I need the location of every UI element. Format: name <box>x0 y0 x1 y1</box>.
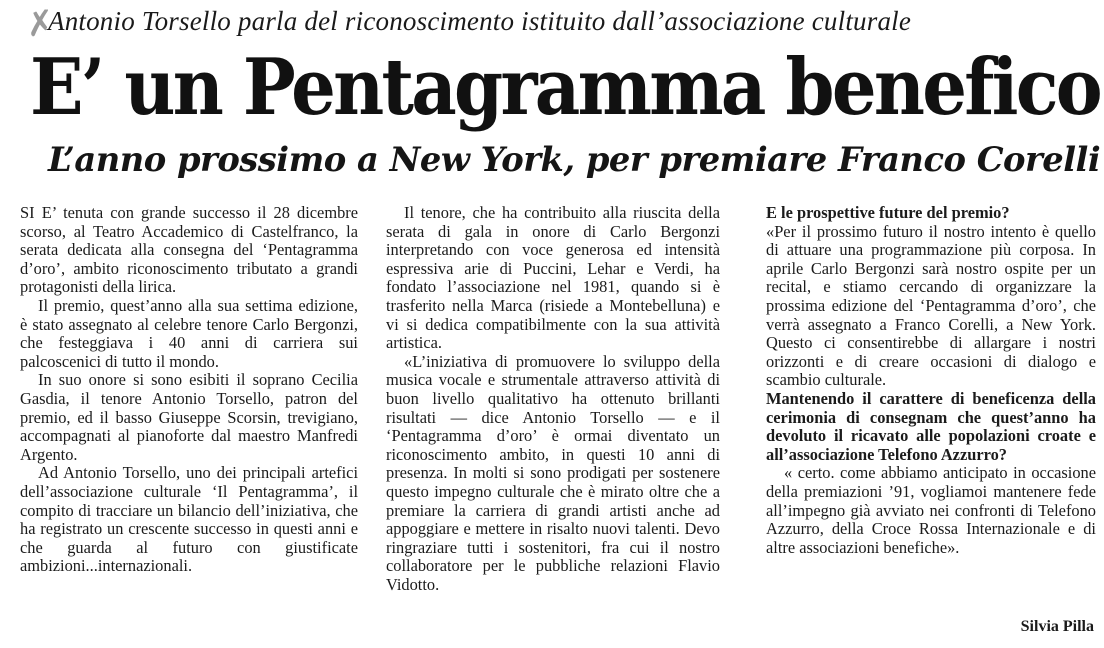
paragraph: Il tenore, che ha contribuito alla riuscita della serata di gala in onore di Carlo Bergonzi interpretando con voce generosa ed intensità espressiva arie di Puccini, Lehar e Verdi, ha fondato l’associazione nel 1981, quando si è trasferito nella Marca (risiede a Montebelluna) e vi si dedica compatibilmente con la sua attività artistica. <box>386 203 720 353</box>
pen-x-mark-icon: ✗ <box>23 2 58 46</box>
paragraph: In suo onore si sono esibiti il soprano Cecilia Gasdia, il tenore Antonio Torsello, patron del premio, ed il basso Giuseppe Scorsin, trevigiano, accompagnati al pianoforte dal maestro Manfredi Argento. <box>20 370 358 464</box>
paragraph: «L’iniziativa di promuovere lo sviluppo della musica vocale e strumentale attraverso attività di buon livello qualitativo ha ottenuto brillanti risultati — dice Antonio Torsello — e il ‘Pentagramma d’oro’ è ormai diventato un riconoscimento ambito, in questi 10 anni di presenza. In molti si sono prodigati per sostenere questo impegno culturale che è mirato oltre che a premiare la carriera di grandi artisti anche ad appoggiare e mettere in risalto nuovi talenti. Devo ringraziare tutti i sostenitori, fra cui il nostro collaboratore per le pubbliche relazioni Flavio Vidotto. <box>386 351 720 594</box>
interview-question: Mantenendo il carattere di beneficenza della cerimonia di consegnam che quest’anno ha devoluto il ricavato alle popolazioni croate e all’associazione Telefono Azzurro? <box>766 388 1096 464</box>
article-column-2 <box>386 204 720 594</box>
paragraph: SI E’ tenuta con grande successo il 28 dicembre scorso, al Teatro Accademico di Castelfranco, la serata dedicata alla consegna del ‘Pentagramma d’oro’, ambito riconoscimento tributato a grandi protagonisti della lirica. <box>20 203 358 297</box>
headline: E’ un Pentagramma benefico <box>30 42 1100 133</box>
interview-answer: «Per il prossimo futuro il nostro intento è quello di attuare una programmazione più corposa. In aprile Carlo Bergonzi sarà nostro ospite per un recital, e stiamo cercando di organizzare la prossima edizione del ‘Pentagramma d’oro’, che verrà assegnato a Franco Corelli, a New York. Questo ci consentirebbe di allargare i nostri orizzonti e di creare occasioni di dialogo e scambio culturale. <box>766 221 1096 390</box>
article-column-3 <box>766 204 1096 557</box>
subheadline: L’anno prossimo a New York, per premiare Franco Corelli <box>48 140 1101 180</box>
byline: Silvia Pilla <box>1020 618 1094 635</box>
paragraph: Il premio, quest’anno alla sua settima edizione, è stato assegnato al celebre tenore Carlo Bergonzi, che festeggiava i 40 anni di carriera sui palcoscenici di tutto il mondo. <box>20 295 358 371</box>
interview-question: E le prospettive future del premio? <box>766 203 1010 222</box>
paragraph: Ad Antonio Torsello, uno dei principali artefici dell’associazione culturale ‘Il Pentagramma’, il compito di tracciare un bilancio dell’iniziativa, che ha registrato un crescente successo in questi anni e che guarda al futuro con giustificate ambizioni...internazionali. <box>20 463 358 576</box>
kicker: Antonio Torsello parla del riconoscimento istituito dall’associazione culturale <box>48 6 912 36</box>
article-column-1 <box>20 204 358 576</box>
interview-answer: « certo. come abbiamo anticipato in occasione della premiazioni ’91, vogliamoi mantenere fede all’impegno già avviato nei confronti di Telefono Azzurro, della Croce Rossa Internazionale e di altre associazioni benefiche». <box>766 463 1096 557</box>
